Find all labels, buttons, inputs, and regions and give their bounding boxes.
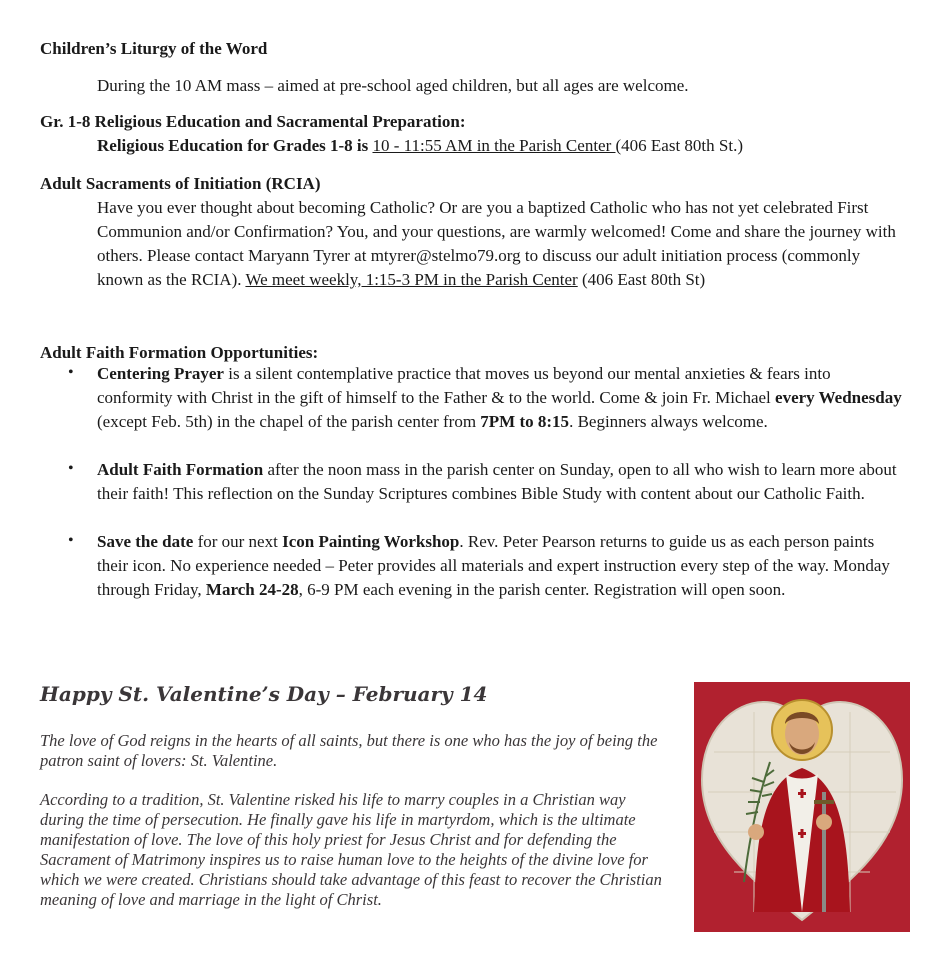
rcia-heading: Adult Sacraments of Initiation (RCIA) xyxy=(40,174,321,193)
childrens-liturgy-heading: Children’s Liturgy of the Word xyxy=(40,39,268,58)
religious-ed-schedule-link[interactable]: 10 - 11:55 AM in the Parish Center xyxy=(372,136,616,155)
icon-workshop-text-2: . Rev. Peter Pearson returns to guide us as each person paints their icon. No experience needed – Peter provides all materials and expert instruction every step of the way. Monday through Friday, xyxy=(97,532,890,599)
valentine-para-2: According to a tradition, St. Valentine risked his life to marry couples in a Christian way during the time of persecution. He finally gave his life in martyrdom, which is the ultimate manifestation of love. The love of this holy priest for Jesus Christ and for defending the Sacrament of Matrimony inspires us to raise human love to the heights of the divine love for which we were created. Christians should take advantage of this feast to recover the Christian meaning of love and marriage in the light of Christ. xyxy=(40,790,662,909)
religious-ed-heading: Gr. 1-8 Religious Education and Sacramental Preparation: xyxy=(40,112,466,131)
save-the-date-label: Save the date xyxy=(97,532,194,551)
rcia-meeting-link[interactable]: We meet weekly, 1:15-3 PM in the Parish Center xyxy=(245,270,578,289)
centering-prayer-text-3: . Beginners always welcome. xyxy=(569,412,768,431)
childrens-liturgy-body: During the 10 AM mass – aimed at pre-school aged children, but all ages are welcome. xyxy=(97,76,689,95)
bullet-icon: • xyxy=(68,364,74,381)
centering-prayer-label: Centering Prayer xyxy=(97,364,224,383)
religious-ed-address: (406 East 80th St.) xyxy=(615,136,743,155)
adult-faith-formation-text: after the noon mass in the parish center on Sunday, open to all who wish to learn more about their faith! This reflection on the Sunday Scriptures combines Bible Study with content about our Catholic Faith. xyxy=(97,460,897,503)
adult-faith-formation-item xyxy=(97,458,902,506)
rcia-body xyxy=(97,196,897,292)
centering-prayer-day: every Wednesday xyxy=(775,388,902,407)
bullet-icon: • xyxy=(68,532,74,549)
saint-icon-illustration xyxy=(694,682,910,932)
religious-ed-line xyxy=(97,134,897,158)
bullet-icon: • xyxy=(68,460,74,477)
valentine-para-1: The love of God reigns in the hearts of all saints, but there is one who has the joy of being the patron saint of lovers: St. Valentine. xyxy=(40,731,658,770)
religious-ed-bold: Religious Education for Grades 1-8 is xyxy=(97,136,373,155)
centering-prayer-item xyxy=(97,362,902,434)
icon-workshop-name: Icon Painting Workshop xyxy=(282,532,460,551)
icon-workshop-text: for our next xyxy=(193,532,283,551)
valentine-title: Happy St. Valentine’s Day – February 14 xyxy=(40,682,488,706)
centering-prayer-text-2: (except Feb. 5th) in the chapel of the parish center from xyxy=(97,412,481,431)
rcia-address: (406 East 80th St) xyxy=(577,270,706,289)
centering-prayer-time: 7PM to 8:15 xyxy=(480,412,570,431)
saint-valentine-icon xyxy=(694,682,910,932)
rcia-text: Have you ever thought about becoming Catholic? Or are you a baptized Catholic who has not yet celebrated First Communion and/or Confirmation? You, and your questions, are warmly welcomed! Come and share the journey with others. Please contact Maryann Tyrer at mtyrer@stelmo79.org to discuss our adult initiation process (commonly known as the RCIA). xyxy=(97,198,896,289)
icon-workshop-dates: March 24-28 xyxy=(205,580,299,599)
centering-prayer-text: is a silent contemplative practice that moves us beyond our mental anxieties & fears into conformity with Christ in the gift of himself to the Father & to the world. Come & join Fr. Michael xyxy=(97,364,831,407)
adult-faith-heading: Adult Faith Formation Opportunities: xyxy=(40,343,319,362)
icon-workshop-text-3: , 6-9 PM each evening in the parish center. Registration will open soon. xyxy=(298,580,786,599)
icon-workshop-item xyxy=(97,530,902,602)
adult-faith-formation-label: Adult Faith Formation xyxy=(97,460,264,479)
